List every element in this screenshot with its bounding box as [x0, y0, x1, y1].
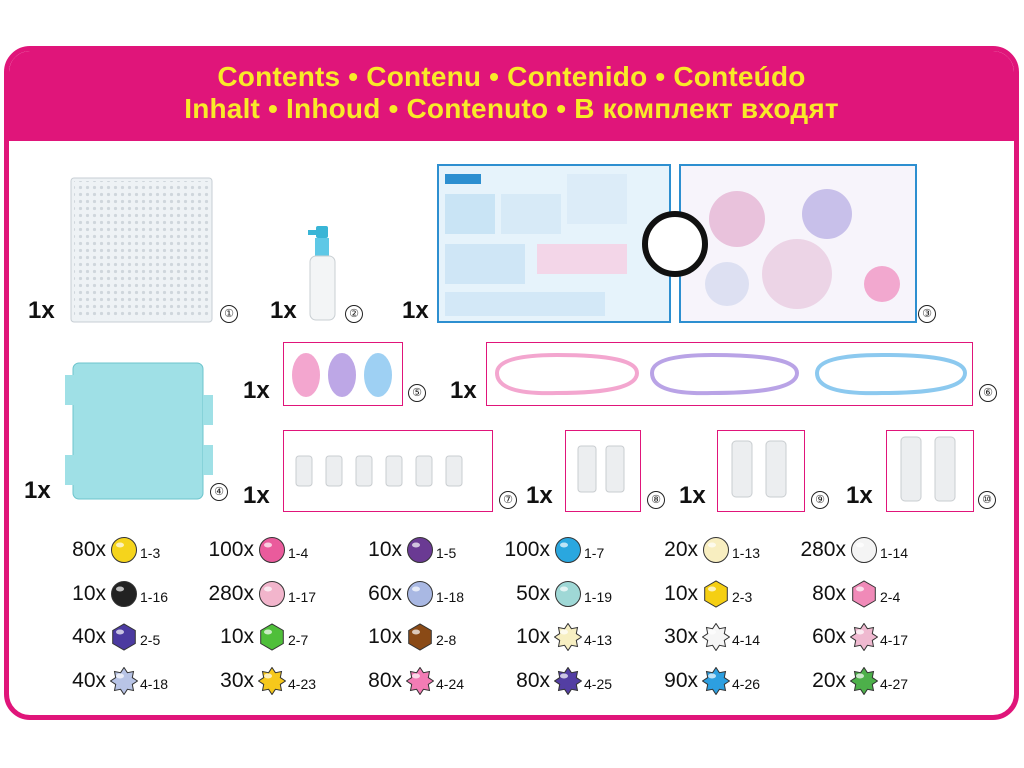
- bead-circle-icon: [406, 536, 434, 564]
- item-9-quantity: 1x: [679, 482, 706, 509]
- bead-quantity: 280x: [800, 538, 846, 561]
- bead-quantity: 30x: [664, 625, 698, 648]
- bead-chains-image: [487, 343, 972, 403]
- unicorn-pendants-image: [284, 343, 402, 403]
- bead-circle-icon: [258, 536, 286, 564]
- item-4-number: ④: [210, 483, 228, 501]
- item-8-quantity: 1x: [526, 482, 553, 509]
- stand-clips-image: [718, 431, 802, 509]
- bead-code: 1-13: [732, 545, 761, 561]
- bead-star-icon: [850, 667, 878, 695]
- item-6-number: ⑥: [979, 384, 997, 402]
- bead-quantity: 80x: [368, 669, 402, 692]
- contents-header: [9, 51, 1014, 141]
- bead-code: 1-17: [288, 589, 317, 605]
- bead-quantity: 40x: [72, 669, 106, 692]
- bead-star-icon: [850, 623, 878, 651]
- bead-quantity: 90x: [664, 669, 698, 692]
- bead-quantity: 50x: [516, 582, 550, 605]
- bead-quantity: 20x: [664, 538, 698, 561]
- bead-code: 2-4: [880, 589, 901, 605]
- item-4-quantity: 1x: [24, 477, 51, 504]
- bead-quantity: 10x: [72, 582, 106, 605]
- bead-code: 4-18: [140, 676, 169, 692]
- bead-star-icon: [702, 623, 730, 651]
- bead-hexagon-icon: [702, 580, 730, 608]
- bead-quantity: 10x: [516, 625, 550, 648]
- bead-hexagon-icon: [850, 580, 878, 608]
- bead-code: 4-23: [288, 676, 317, 692]
- pendants-box: [283, 342, 403, 406]
- connector-pegs-2-image: [566, 431, 638, 509]
- bead-code: 4-13: [584, 632, 613, 648]
- bead-quantity: 100x: [504, 538, 550, 561]
- chains-box: [486, 342, 973, 406]
- stand-clips-tall-image: [887, 431, 971, 509]
- bead-code: 2-7: [288, 632, 309, 648]
- bead-code: 1-19: [584, 589, 613, 605]
- bead-quantity: 10x: [368, 625, 402, 648]
- bead-quantity: 80x: [516, 669, 550, 692]
- bead-quantity: 280x: [208, 582, 254, 605]
- bead-hexagon-icon: [110, 623, 138, 651]
- bead-code: 1-18: [436, 589, 465, 605]
- item-8-number: ⑧: [647, 491, 665, 509]
- bead-hexagon-icon: [406, 623, 434, 651]
- item-10-number: ⑩: [978, 491, 996, 509]
- bead-code: 1-3: [140, 545, 161, 561]
- bead-quantity: 60x: [368, 582, 402, 605]
- bead-code: 4-25: [584, 676, 613, 692]
- bead-quantity: 10x: [664, 582, 698, 605]
- bead-circle-icon: [702, 536, 730, 564]
- bead-code: 1-5: [436, 545, 457, 561]
- bead-quantity: 60x: [812, 625, 846, 648]
- bead-code: 4-27: [880, 676, 909, 692]
- bead-star-icon: [258, 667, 286, 695]
- bead-star-icon: [554, 623, 582, 651]
- bead-circle-icon: [258, 580, 286, 608]
- spray-bottle-image: [306, 224, 340, 324]
- item-5-number: ⑤: [408, 384, 426, 402]
- bead-quantity: 30x: [220, 669, 254, 692]
- bead-circle-icon: [554, 580, 582, 608]
- item-7-quantity: 1x: [243, 482, 270, 509]
- item-6-quantity: 1x: [450, 377, 477, 404]
- connector-pegs-6-image: [284, 431, 490, 509]
- bead-code: 1-4: [288, 545, 309, 561]
- bead-quantity: 100x: [208, 538, 254, 561]
- bead-circle-icon: [406, 580, 434, 608]
- item-3-number: ③: [918, 305, 936, 323]
- bead-tray-image: [65, 355, 215, 505]
- bead-code: 4-17: [880, 632, 909, 648]
- bead-circle-icon: [110, 536, 138, 564]
- bead-circle-icon: [850, 536, 878, 564]
- bead-circle-icon: [110, 580, 138, 608]
- bead-quantity: 80x: [812, 582, 846, 605]
- item-1-number: ①: [220, 305, 238, 323]
- instruction-sheet-image: [437, 164, 917, 324]
- bead-star-icon: [702, 667, 730, 695]
- bead-circle-icon: [554, 536, 582, 564]
- connectors-6-box: [283, 430, 493, 512]
- bead-star-icon: [406, 667, 434, 695]
- item-7-number: ⑦: [499, 491, 517, 509]
- bead-quantity: 20x: [812, 669, 846, 692]
- item-10-quantity: 1x: [846, 482, 873, 509]
- item-2-quantity: 1x: [270, 297, 297, 324]
- bead-quantity: 40x: [72, 625, 106, 648]
- bead-code: 1-16: [140, 589, 169, 605]
- connectors-2-box: [565, 430, 641, 512]
- bead-code: 2-5: [140, 632, 161, 648]
- item-2-number: ②: [345, 305, 363, 323]
- bead-code: 4-24: [436, 676, 465, 692]
- item-3-quantity: 1x: [402, 297, 429, 324]
- bead-quantity: 80x: [72, 538, 106, 561]
- bead-quantity: 10x: [368, 538, 402, 561]
- bead-star-icon: [110, 667, 138, 695]
- item-5-quantity: 1x: [243, 377, 270, 404]
- bead-code: 1-7: [584, 545, 605, 561]
- bead-quantity: 10x: [220, 625, 254, 648]
- header-title-line-1: Contents • Contenu • Contenido • Conteúdo: [217, 61, 806, 92]
- pegboard-image: [70, 177, 213, 323]
- item-9-number: ⑨: [811, 491, 829, 509]
- header-title-line-2: Inhalt • Inhoud • Contenuto • В комплект входят: [184, 93, 839, 124]
- item-1-quantity: 1x: [28, 297, 55, 324]
- bead-hexagon-icon: [258, 623, 286, 651]
- bead-code: 4-14: [732, 632, 761, 648]
- bead-star-icon: [554, 667, 582, 695]
- stand-clips-box: [717, 430, 805, 512]
- bead-code: 2-3: [732, 589, 753, 605]
- bead-code: 4-26: [732, 676, 761, 692]
- bead-code: 2-8: [436, 632, 457, 648]
- stand-clips-tall-box: [886, 430, 974, 512]
- bead-code: 1-14: [880, 545, 909, 561]
